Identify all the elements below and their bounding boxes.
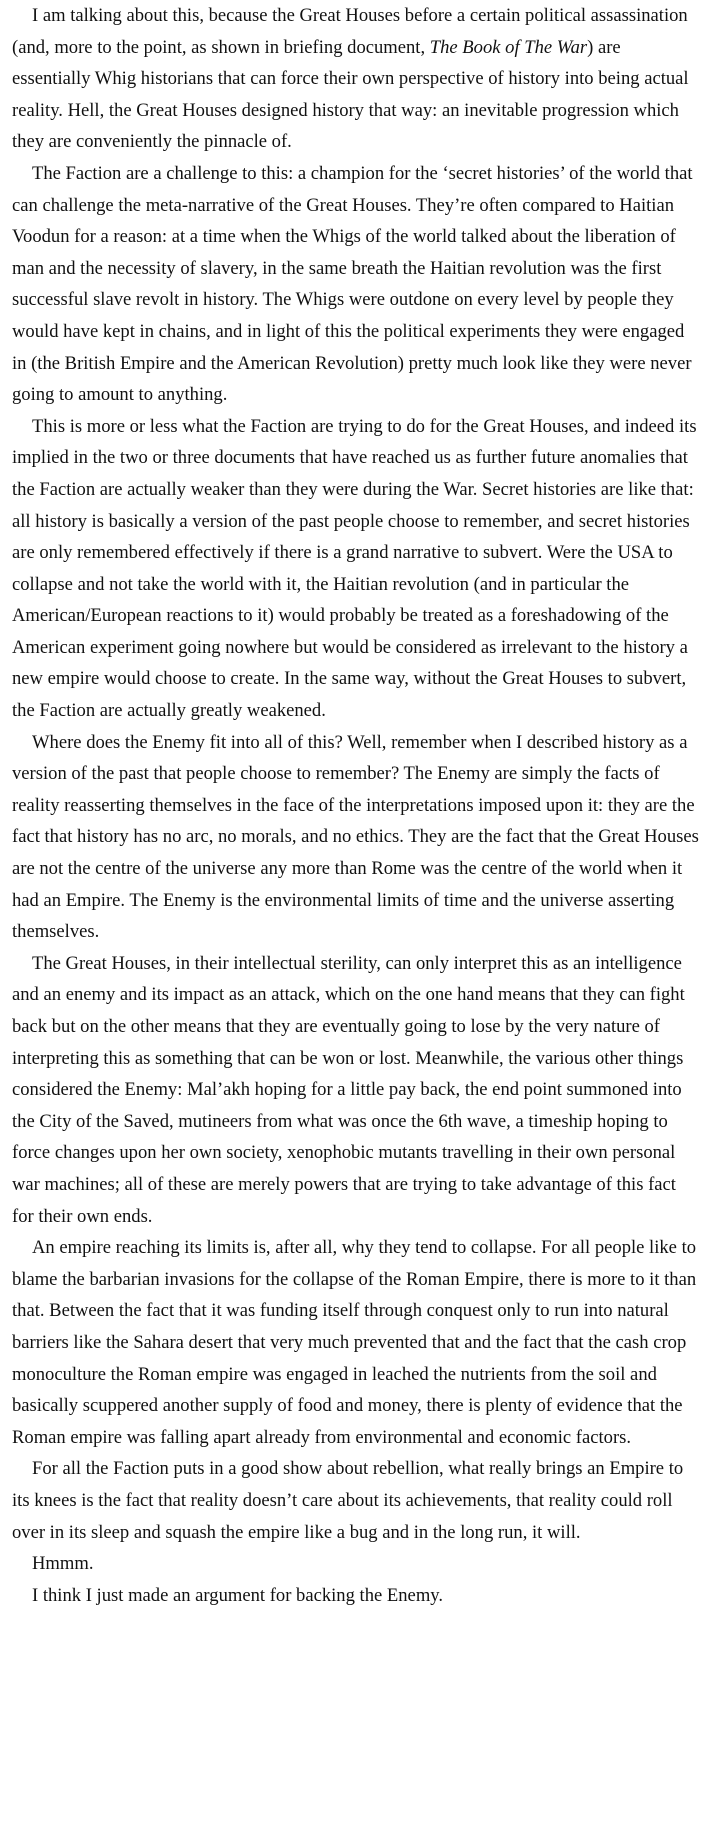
paragraph-8: Hmmm. — [32, 1553, 94, 1575]
paragraph-7: For all the Faction puts in a good show about rebellion, what really brings an Empire to its knees is the fact that reality doesn’t care about its achievements, that reality could roll over in its sleep and squash the empire like a bug and in the long run, it will. — [12, 1458, 684, 1543]
paragraph-3: This is more or less what the Faction are trying to do for the Great Houses, and indeed its implied in the two or three documents that have reached us as further future anomalies that the Faction are actually weaker than they were during the War. Secret histories are like that: all history is basically a version of the past people choose to remember, and secret histories are only remembered effectively if there is a grand narrative to subvert. Were the USA to collapse and not take the world with it, the Haitian revolution (and in particular the American/European reactions to it) would probably be treated as a foreshadowing of the American experiment going nowhere but would be considered as irrelevant to the history a new empire would choose to create. In the same way, without the Great Houses to subvert, the Faction are actually greatly weakened. — [12, 415, 697, 722]
paragraph-1-before: I am talking about this, because the Great Houses before a certain political assassination (and, more to the point, as shown in briefing document, — [12, 5, 688, 58]
paragraph-5: The Great Houses, in their intellectual sterility, can only interpret this as an intelligence and an enemy and its impact as an attack, which on the one hand means that they can fight back but on the other means that they are eventually going to lose by the very nature of interpreting this as something that can be won or lost. Meanwhile, the various other things considered the Enemy: Mal’akh hoping for a little pay back, the end point summoned into the City of the Saved, mutineers from what was once the 6th wave, a timeship hoping to force changes upon her own society, xenophobic mutants travelling in their own personal war machines; all of these are merely powers that are trying to take advantage of this fact for their own ends. — [12, 952, 685, 1227]
paragraph-4: Where does the Enemy fit into all of this? Well, remember when I described history as a version of the past that people choose to remember? The Enemy are simply the facts of reality reasserting themselves in the face of the interpretations imposed upon it: they are the fact that history has no arc, no morals, and no ethics. They are the fact that the Great Houses are not the centre of the universe any more than Rome was the centre of the world when it had an Empire. The Enemy is the environmental limits of time and the universe asserting themselves. — [12, 731, 699, 943]
paragraph-1-after: ) are essentially Whig historians that can force their own perspective of history into being actual reality. Hell, the Great Houses designed history that way: an inevitable progression which they are conveniently the pinnacle of. — [12, 36, 689, 153]
paragraph-1 — [12, 0, 700, 158]
paragraph-9: I think I just made an argument for backing the Enemy. — [32, 1584, 444, 1606]
paragraph-2: The Faction are a challenge to this: a champion for the ‘secret histories’ of the world that can challenge the meta-narrative of the Great Houses. They’re often compared to Haitian Voodun for a reason: at a time when the Whigs of the world talked about the liberation of man and the necessity of slavery, in the same breath the Haitian revolution was the first successful slave revolt in history. The Whigs were outdone on every level by people they would have kept in chains, and in light of this the political experiments they were engaged in (the British Empire and the American Revolution) pretty much look like they were never going to amount to anything. — [12, 162, 693, 406]
book-title: The Book of The War — [429, 36, 588, 58]
paragraph-6: An empire reaching its limits is, after all, why they tend to collapse. For all people like to blame the barbarian invasions for the collapse of the Roman Empire, there is more to it than that. Between the fact that it was funding itself through conquest only to run into natural barriers like the Sahara desert that very much prevented that and the fact that the cash crop monoculture the Roman empire was engaged in leached the nutrients from the soil and basically scuppered another supply of food and money, there is plenty of evidence that the Roman empire was falling apart already from environmental and economic factors. — [12, 1237, 697, 1448]
